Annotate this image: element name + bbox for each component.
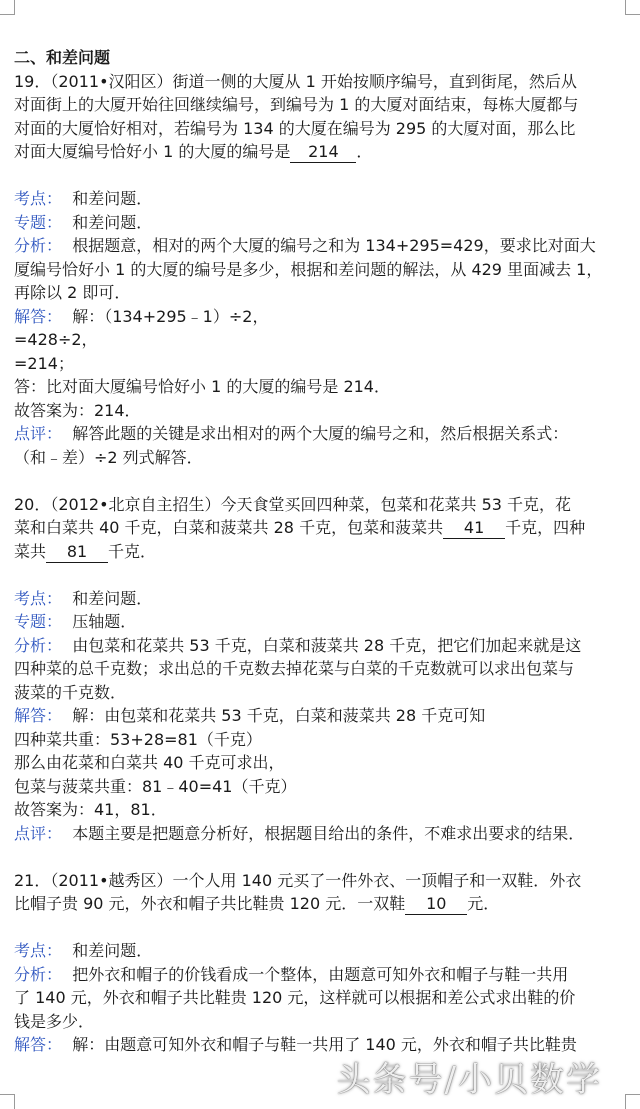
- zhuanti-label: 专题：: [14, 612, 63, 631]
- kaodian-text: 和差问题．: [72, 189, 153, 208]
- question-text: 千克．: [108, 541, 157, 561]
- crop-mark-bottom-right: [625, 1094, 640, 1109]
- dianping-row: [14, 822, 626, 846]
- dianping-label: 点评：: [14, 424, 63, 443]
- kaodian-row: [14, 587, 626, 611]
- dianping-text: 本题主要是把题意分析好，根据题目给出的条件，不难求出要求的结果．: [72, 823, 585, 843]
- fenxi-text: 厦编号恰好小 1 的大厦的编号是多少，根据和差问题的解法，从 429 里面减去 1，: [14, 259, 603, 279]
- fenxi-text: 把外衣和帽子的价钱看成一个整体，由题意可知外衣和帽子与鞋一共用: [72, 964, 569, 984]
- answer-blank: 214: [290, 142, 356, 163]
- question-text-line: [14, 892, 626, 916]
- jieda-text: 包菜与菠菜共重：81﹣40=41（千克）: [14, 776, 297, 796]
- question-text-line: [14, 140, 626, 164]
- jieda-row: [14, 704, 626, 728]
- fenxi-text: 再除以 2 即可．: [14, 283, 131, 302]
- dianping-label: 点评：: [14, 823, 63, 843]
- watermark: 头条号/小贝数学: [336, 1060, 602, 1100]
- kaodian-label: 考点：: [14, 588, 63, 608]
- fenxi-row: [14, 634, 626, 658]
- jieda-text: 答：比对面大厦编号恰好小 1 的大厦的编号是 214．: [14, 377, 390, 396]
- jieda-label: 解答：: [14, 1035, 63, 1054]
- kaodian-text: 和差问题．: [72, 588, 153, 608]
- question-21: [14, 869, 626, 1057]
- jieda-label: 解答：: [14, 706, 63, 725]
- crop-mark-bottom-left: [0, 1094, 15, 1109]
- question-text: 菜和白菜共 40 千克，白菜和菠菜共 28 千克，包菜和菠菜共: [14, 518, 444, 537]
- jieda-text: 四种菜共重：53+28=81（千克）: [14, 729, 262, 749]
- question-text-line: [14, 516, 626, 540]
- answer-blank: 81: [46, 542, 108, 563]
- jieda-label: 解答：: [14, 306, 63, 326]
- kaodian-row: [14, 187, 626, 211]
- jieda-text: 解：由题意可知外衣和帽子与鞋一共用了 140 元，外衣和帽子共比鞋贵: [72, 1035, 577, 1054]
- jieda-text: =428÷2，: [14, 330, 98, 349]
- dianping-text: 解答此题的关键是求出相对的两个大厦的编号之和，然后根据关系式：: [72, 424, 569, 443]
- zhuanti-label: 专题：: [14, 212, 63, 232]
- kaodian-label: 考点：: [14, 941, 63, 960]
- zhuanti-text: 和差问题．: [72, 212, 153, 232]
- dianping-row: [14, 422, 626, 446]
- question-text-line: 19．（2011•汉阳区）街道一侧的大厦从 1 开始按顺序编号，直到街尾，然后从: [14, 71, 577, 91]
- answer-blank: 41: [443, 518, 505, 539]
- question-text: 菜共: [14, 541, 47, 561]
- fenxi-label: 分析：: [14, 964, 63, 984]
- kaodian-label: 考点：: [14, 189, 63, 208]
- question-text-line: 对面街上的大厦开始往回继续编号，到编号为 1 的大厦对面结束，每栋大厦都与: [14, 95, 579, 114]
- fenxi-text: 四种菜的总千克数；求出总的千克数去掉花菜与白菜的千克数就可以求出包菜与: [14, 659, 575, 678]
- kaodian-row: [14, 939, 626, 963]
- jieda-text: 故答案为：41，81．: [14, 800, 167, 819]
- jieda-text: 故答案为：214．: [14, 400, 141, 420]
- question-20: [14, 493, 626, 846]
- jieda-text: 那么由花菜和白菜共 40 千克可求出，: [14, 753, 285, 772]
- document-content: [14, 46, 626, 1057]
- fenxi-label: 分析：: [14, 236, 63, 255]
- crop-mark-top-left: [0, 0, 15, 15]
- question-text-line: 21．（2011•越秀区）一个人用 140 元买了一件外衣、一顶帽子和一双鞋．外衣: [14, 870, 582, 890]
- question-19: [14, 70, 626, 470]
- jieda-text: =214；: [14, 353, 74, 373]
- dianping-text: （和﹣差）÷2 列式解答．: [14, 447, 203, 467]
- jieda-text: 解：由包菜和花菜共 53 千克，白菜和菠菜共 28 千克可知: [72, 706, 486, 725]
- fenxi-text: 根据题意，相对的两个大厦的编号之和为 134+295=429，要求比对面大: [72, 236, 596, 255]
- jieda-text: 解：（134+295﹣1）÷2，: [72, 306, 269, 326]
- section-heading: 二、和差问题: [14, 48, 111, 67]
- fenxi-row: [14, 963, 626, 987]
- fenxi-label: 分析：: [14, 635, 63, 655]
- fenxi-text: 钱是多少．: [14, 1011, 95, 1031]
- jieda-row: [14, 305, 626, 329]
- zhuanti-text: 压轴题．: [72, 612, 137, 631]
- question-text: 千克，四种: [505, 518, 586, 537]
- crop-mark-top-right: [625, 0, 640, 15]
- zhuanti-row: [14, 610, 626, 634]
- question-text-line: 20．（2012•北京自主招生）今天食堂买回四种菜，包菜和花菜共 53 千克，花: [14, 494, 572, 514]
- question-text-line: [14, 540, 626, 564]
- answer-blank: 10: [405, 894, 467, 915]
- fenxi-text: 由包菜和花菜共 53 千克，白菜和菠菜共 28 千克，把它们加起来就是这: [72, 635, 582, 655]
- question-text: 对面大厦编号恰好小 1 的大厦的编号是: [14, 142, 291, 161]
- fenxi-text: 了 140 元，外衣和帽子共比鞋贵 120 元，这样就可以根据和差公式求出鞋的价: [14, 988, 576, 1007]
- kaodian-text: 和差问题．: [72, 941, 153, 960]
- fenxi-text: 菠菜的千克数．: [14, 682, 127, 702]
- question-text-line: 对面的大厦恰好相对，若编号为 134 的大厦在编号为 295 的大厦对面，那么比: [14, 118, 576, 138]
- question-text: 元．: [467, 894, 500, 913]
- question-text: ．: [356, 142, 373, 161]
- question-text: 比帽子贵 90 元，外衣和帽子共比鞋贵 120 元．一双鞋: [14, 894, 406, 913]
- zhuanti-row: [14, 211, 626, 235]
- fenxi-row: [14, 234, 626, 258]
